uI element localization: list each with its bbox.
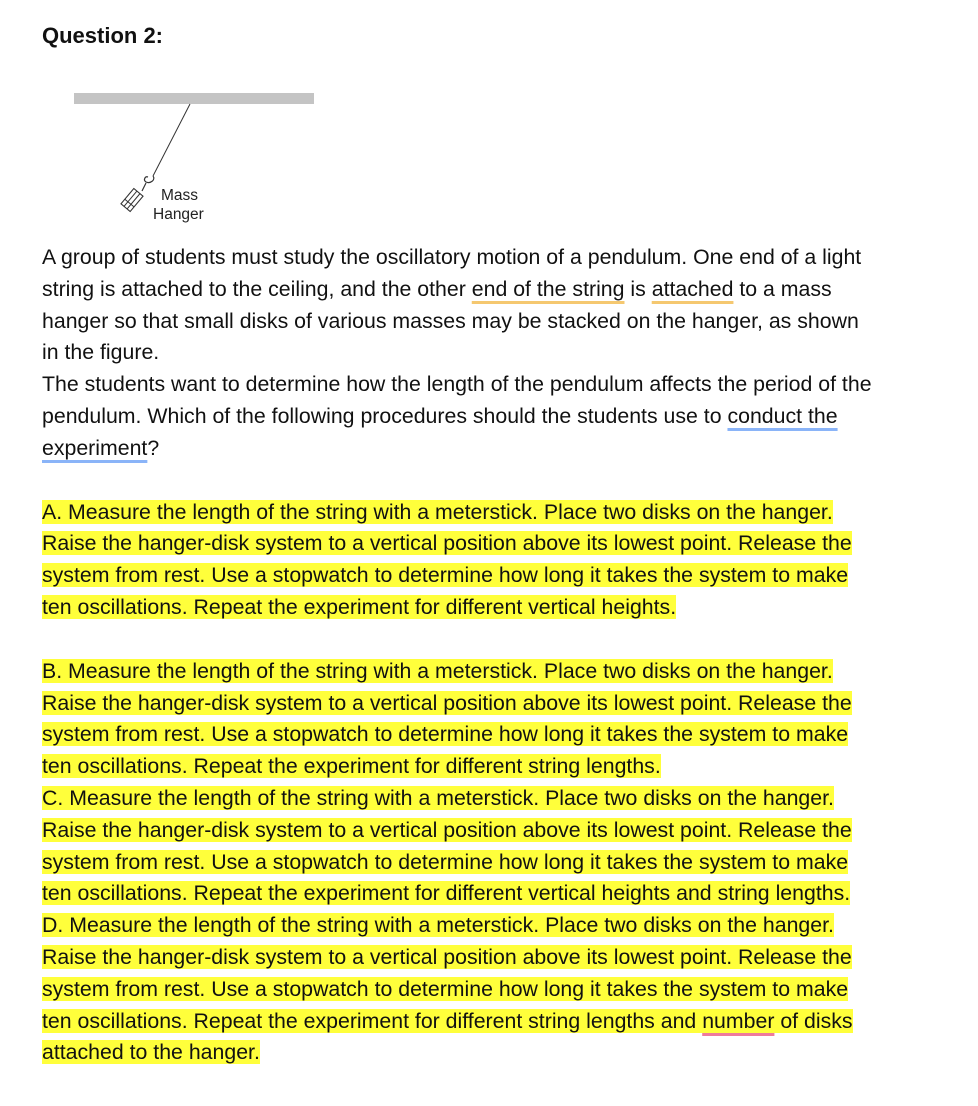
suggestion-underline[interactable]: attached — [651, 276, 734, 301]
option-b-text: B. Measure the length of the string with a meterstick. Place two disks on the hanger. — [42, 658, 833, 683]
option-b-line — [42, 719, 974, 751]
stem-line: The students want to determine how the length of the pendulum affects the period of the — [42, 372, 872, 397]
option-a-line — [42, 528, 974, 560]
mass-label: Mass — [161, 187, 199, 204]
option-a-text: ten oscillations. Repeat the experiment for different vertical heights. — [42, 594, 677, 619]
option-d-text: system from rest. Use a stopwatch to determine how long it takes the system to make — [42, 976, 849, 1001]
option-b-line — [42, 688, 974, 720]
ceiling-bar — [74, 93, 314, 104]
option-c-line — [42, 878, 974, 910]
option-d-line — [42, 1037, 974, 1069]
stem-line: A group of students must study the oscillatory motion of a pendulum. One end of a light — [42, 245, 862, 269]
suggestion-underline[interactable]: end of the string — [471, 276, 625, 301]
pendulum-figure — [66, 88, 326, 238]
option-c-text: Raise the hanger-disk system to a vertical position above its lowest point. Release the — [42, 817, 852, 842]
hanger-label: Hanger — [153, 206, 204, 223]
grammar-underline[interactable]: conduct the — [727, 403, 838, 428]
option-c-text: ten oscillations. Repeat the experiment for different vertical heights and string lengths. — [42, 881, 851, 906]
option-b-line — [42, 751, 974, 783]
option-c-line — [42, 815, 974, 847]
stem-text: pendulum. Which of the following procedures should the students use to — [42, 403, 728, 428]
option-d-line — [42, 974, 974, 1006]
option-a-line — [42, 560, 974, 592]
hanger-hook-icon — [145, 176, 154, 183]
pendulum-string — [153, 104, 190, 176]
option-d-text: attached to the hanger. — [42, 1040, 260, 1065]
question-body — [42, 242, 974, 1069]
option-d-text-part: ten oscillations. Repeat the experiment for different string lengths and — [42, 1008, 703, 1033]
stem-text: is — [624, 276, 652, 301]
option-d-text — [42, 1009, 853, 1033]
option-d-line — [42, 1006, 974, 1038]
option-c-text: C. Measure the length of the string with a meterstick. Place two disks on the hanger. — [42, 785, 834, 810]
mass-disk-stack-icon — [121, 188, 143, 211]
option-b-text: ten oscillations. Repeat the experiment for different string lengths. — [42, 754, 661, 779]
option-b-text: system from rest. Use a stopwatch to determine how long it takes the system to make — [42, 722, 849, 747]
stem-line: in the figure. — [42, 340, 160, 365]
option-d-line — [42, 910, 974, 942]
option-d-text-part: of disks — [774, 1008, 853, 1033]
option-c-text: system from rest. Use a stopwatch to determine how long it takes the system to make — [42, 849, 849, 874]
option-d-text: Raise the hanger-disk system to a vertical position above its lowest point. Release the — [42, 944, 852, 969]
stem-line — [42, 274, 974, 306]
stem-line — [42, 401, 974, 433]
option-d-text: D. Measure the length of the string with a meterstick. Place two disks on the hanger. — [42, 913, 834, 938]
spelling-underline[interactable]: number — [702, 1008, 775, 1033]
option-b-text: Raise the hanger-disk system to a vertical position above its lowest point. Release the — [42, 690, 852, 715]
grammar-underline[interactable]: experiment — [42, 435, 148, 460]
option-a-text: Raise the hanger-disk system to a vertical position above its lowest point. Release the — [42, 531, 852, 556]
option-d-line — [42, 942, 974, 974]
option-a-text: A. Measure the length of the string with a meterstick. Place two disks on the hanger. — [42, 499, 833, 524]
option-a-text: system from rest. Use a stopwatch to determine how long it takes the system to make — [42, 563, 849, 588]
question-title: Question 2: — [42, 23, 164, 48]
option-b-line — [42, 656, 974, 688]
hanger-rod — [142, 183, 146, 191]
option-a-line — [42, 497, 974, 529]
option-c-line — [42, 847, 974, 879]
stem-text: string is attached to the ceiling, and the other — [42, 276, 472, 301]
option-c-line — [42, 783, 974, 815]
stem-text: ? — [147, 435, 160, 460]
stem-text: to a mass — [733, 276, 832, 301]
stem-line — [42, 433, 974, 465]
option-a-line — [42, 592, 974, 624]
stem-line: hanger so that small disks of various masses may be stacked on the hanger, as shown — [42, 308, 859, 333]
